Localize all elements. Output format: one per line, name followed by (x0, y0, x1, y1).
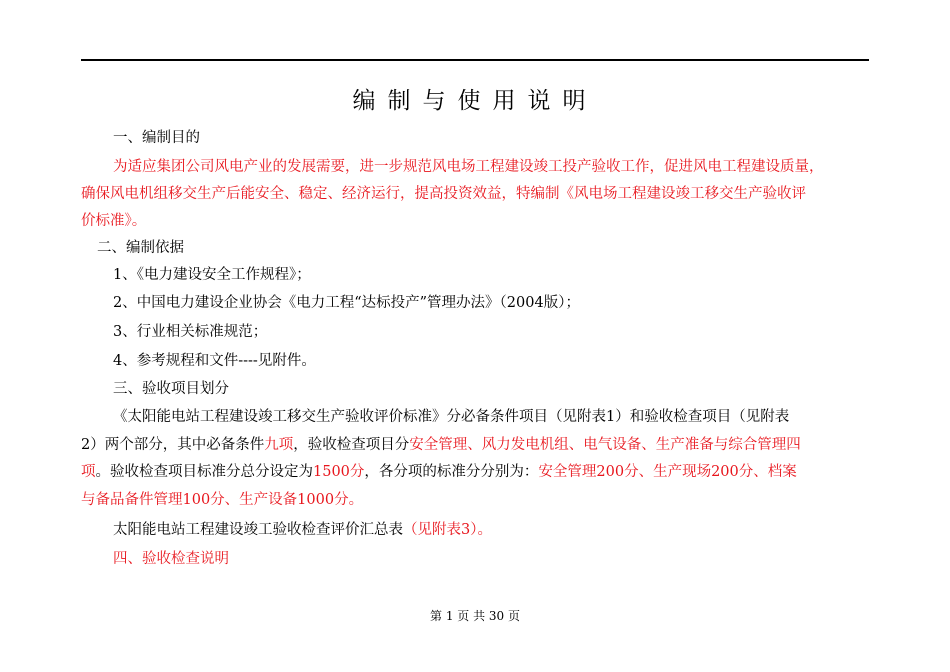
section-3-paragraph-line-1: 《太阳能电站工程建设竣工移交生产验收评价标准》分必备条件项目（见附表1）和验收检查项目（见附表 (113, 409, 790, 425)
section-4-heading: 四、验收检查说明 (113, 551, 229, 567)
text-segment: 。验收检查项目标准分总分设定为 (95, 464, 313, 480)
section-1-paragraph-line-3: 价标准》。 (81, 213, 147, 229)
text-segment: ，各分项的标准分分别为： (364, 464, 539, 480)
section-2-heading: 二、编制依据 (97, 240, 184, 256)
reference-item-2: 2、中国电力建设企业协会《电力工程“达标投产”管理办法》（2004版）； (113, 295, 580, 311)
summary-table-note (113, 520, 492, 540)
text-segment: 太阳能电站工程建设竣工验收检查评价汇总表 (113, 522, 403, 538)
reference-item-3: 3、行业相关标准规范； (113, 324, 268, 340)
summary-table-ref: （见附表3）。 (403, 522, 492, 538)
text-segment: ，验收检查项目分 (293, 437, 410, 453)
highlight-required-count: 九项 (264, 437, 294, 453)
section-1-paragraph-line-1: 为适应集团公司风电产业的发展需要，进一步规范风电场工程建设竣工投产验收工作，促进风电工程建设质量， (113, 159, 824, 175)
page-footer: 第 1 页 共 30 页 (430, 609, 520, 623)
section-1-heading: 一、编制目的 (113, 130, 200, 146)
highlight-check-categories: 安全管理、风力发电机组、电气设备、生产准备与综合管理四 (409, 437, 801, 453)
section-3-paragraph-line-4: 与备品备件管理100分、生产设备1000分。 (81, 492, 364, 508)
section-3-paragraph-line-2 (81, 435, 801, 455)
page-title: 编制与使用说明 (352, 88, 598, 114)
highlight-check-categories-end: 项 (81, 464, 96, 480)
header-rule (81, 59, 869, 61)
reference-item-4: 4、参考规程和文件----见附件。 (113, 353, 316, 369)
text-segment: 2）两个部分，其中必备条件 (81, 437, 265, 453)
section-3-heading: 三、验收项目划分 (113, 381, 229, 397)
reference-item-1: 1、《电力建设安全工作规程》； (113, 267, 311, 283)
section-1-paragraph-line-2: 确保风电机组移交生产后能安全、稳定、经济运行，提高投资效益，特编制《风电场工程建设竣工移交生产验收评 (81, 186, 806, 202)
highlight-sub-scores: 安全管理200分、生产现场200分、档案 (538, 464, 797, 480)
highlight-total-score: 1500分 (313, 464, 365, 480)
section-3-paragraph-line-3 (81, 462, 797, 482)
